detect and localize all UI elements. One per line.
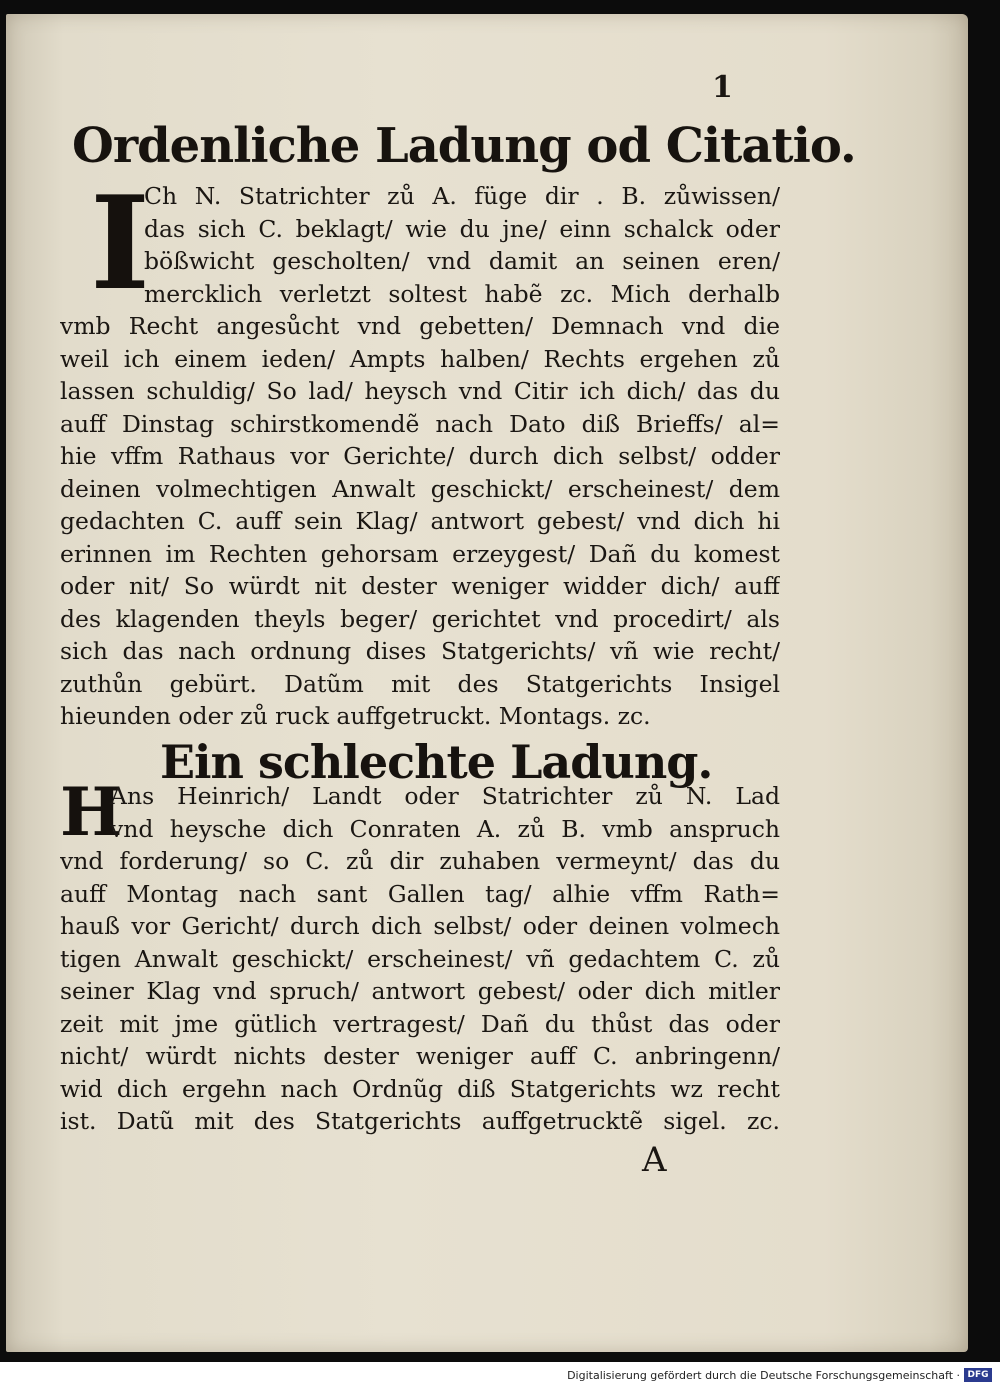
- section-2-dropcap: H: [60, 773, 123, 851]
- text-line: hauß vor Gericht/ durch dich selbst/ oder deinen volmech: [60, 912, 780, 940]
- text-line: lassen schuldig/ So lad/ heysch vnd Citir ich dich/ das du: [60, 377, 780, 405]
- text-line: tigen Anwalt geschickt/ erscheinest/ vñ gedachtem C. zů: [60, 944, 780, 973]
- text-line: Ans Heinrich/ Landt oder Statrichter zů N. Lad: [110, 782, 780, 810]
- dfg-footer: [0, 1362, 1000, 1389]
- dfg-logo-icon: DFG: [964, 1368, 992, 1382]
- text-line: weil ich einem ieden/ Ampts halben/ Rechts ergehen zů: [60, 344, 780, 373]
- section-2-body: [60, 773, 780, 1138]
- text-line: oder nit/ So würdt nit dester weniger widder dich/ auff: [60, 572, 780, 600]
- text-line: ist. Datũ mit des Statgerichts auffgetrucktẽ sigel. zc.: [60, 1107, 780, 1135]
- text-line: des klagenden theyls beger/ gerichtet vnd procedirt/ als: [60, 604, 780, 633]
- section-1-heading: Ordenliche Ladung od Citatio.: [72, 118, 856, 174]
- text-line: das sich C. beklagt/ wie du jne/ einn schalck oder: [144, 214, 780, 243]
- text-line: sich das nach ordnung dises Statgerichts/ vñ wie recht/: [60, 637, 780, 665]
- text-line: gedachten C. auff sein Klag/ antwort gebest/ vnd dich hi: [60, 507, 780, 535]
- text-line: erinnen im Rechten gehorsam erzeygest/ Dañ du komest: [60, 539, 780, 568]
- text-line: seiner Klag vnd spruch/ antwort gebest/ oder dich mitler: [60, 977, 780, 1005]
- text-line: wid dich ergehn nach Ordnũg diß Statgerichts wz recht: [60, 1074, 780, 1103]
- section-2-heading: Ein schlechte Ladung.: [160, 735, 713, 789]
- text-line: vnd heysche dich Conraten A. zů B. vmb anspruch: [110, 814, 780, 843]
- text-line: bößwicht gescholten/ vnd damit an seinen eren/: [144, 247, 780, 275]
- text-line: auff Dinstag schirstkomendẽ nach Dato diß Brieffs/ al=: [60, 409, 780, 438]
- text-line: Ch N. Statrichter zů A. füge dir . B. zůwissen/: [144, 182, 780, 210]
- page-number: 1: [712, 70, 733, 105]
- section-1-dropcap: I: [90, 169, 150, 319]
- text-line: vmb Recht angesůcht vnd gebetten/ Demnach vnd die: [60, 312, 780, 340]
- text-line: zeit mit jme gütlich vertragest/ Dañ du thůst das oder: [60, 1009, 780, 1038]
- text-line: deinen volmechtigen Anwalt geschickt/ erscheinest/ dem: [60, 474, 780, 503]
- dfg-funding-note: Digitalisierung gefördert durch die Deutsche Forschungsgemeinschaft ·: [567, 1369, 960, 1382]
- signature-mark: A: [642, 1140, 667, 1180]
- text-line: mercklich verletzt soltest habẽ zc. Mich derhalb: [144, 279, 780, 308]
- text-line: vnd forderung/ so C. zů dir zuhaben vermeynt/ das du: [60, 847, 780, 875]
- text-line: zuthůn gebürt. Datũm mit des Statgerichts Insigel: [60, 669, 780, 698]
- text-line: hieunden oder zů ruck auffgetruckt. Montags. zc.: [60, 702, 651, 730]
- text-line: hie vffm Rathaus vor Gerichte/ durch dich selbst/ odder: [60, 442, 780, 470]
- text-line: auff Montag nach sant Gallen tag/ alhie vffm Rath=: [60, 879, 780, 908]
- text-line: nicht/ würdt nichts dester weniger auff C. anbringenn/: [60, 1042, 780, 1070]
- section-1-body: [60, 169, 780, 733]
